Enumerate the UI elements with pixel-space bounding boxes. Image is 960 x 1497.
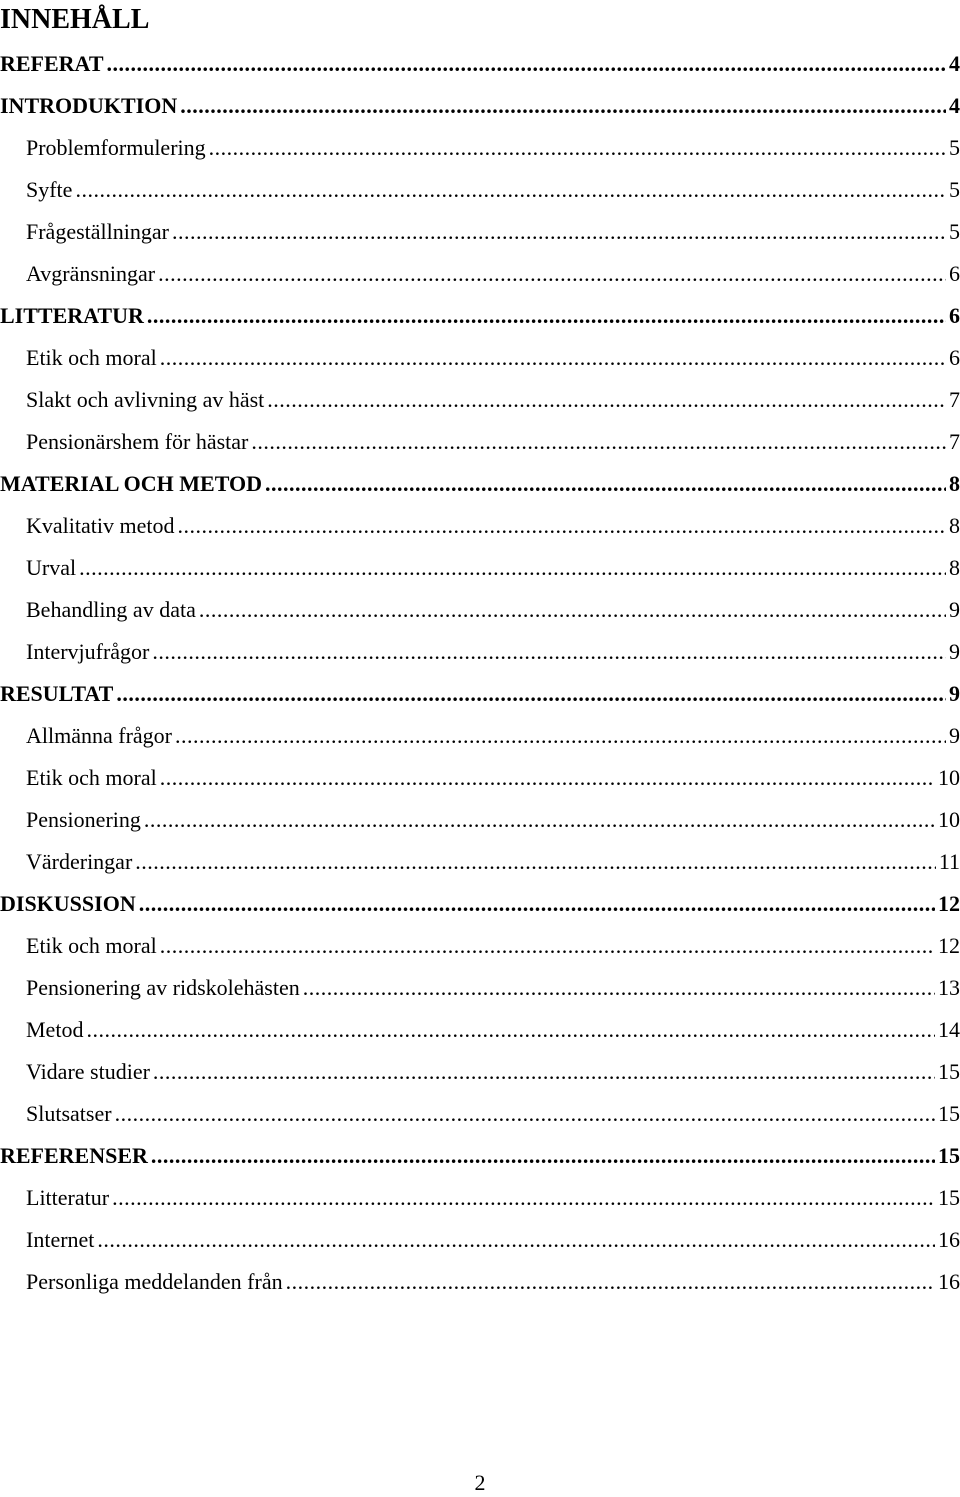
toc-entry-label: Avgränsningar (26, 261, 156, 286)
toc-entry-page: 4 (949, 51, 960, 76)
toc-entry-label: INTRODUKTION (0, 93, 178, 118)
toc-subsection-entry[interactable] (0, 127, 960, 169)
toc-entry-page: 15 (938, 1185, 960, 1210)
toc-entry-label: Metod (26, 1017, 84, 1042)
toc-entry-page: 7 (949, 387, 960, 412)
toc-dot-leader (79, 547, 946, 589)
toc-dot-leader (265, 463, 946, 505)
toc-section-entry[interactable] (0, 883, 960, 925)
toc-subsection-entry[interactable] (0, 631, 960, 673)
toc-dot-leader (158, 253, 946, 295)
toc-entry-page: 10 (938, 807, 960, 832)
toc-entry-label: Behandling av data (26, 597, 196, 622)
toc-entry-label: Pensionärshem för hästar (26, 429, 249, 454)
toc-section-entry[interactable] (0, 43, 960, 85)
toc-entry-page: 5 (949, 177, 960, 202)
toc-entry-label: REFERAT (0, 51, 104, 76)
toc-section-entry[interactable] (0, 295, 960, 337)
toc-entry-label: Pensionering (26, 807, 141, 832)
toc-dot-leader (107, 43, 947, 85)
toc-entry-label: RESULTAT (0, 681, 114, 706)
toc-dot-leader (175, 715, 946, 757)
toc-entry-label: Urval (26, 555, 77, 580)
toc-subsection-entry[interactable] (0, 589, 960, 631)
toc-entry-page: 13 (938, 975, 960, 1000)
toc-subsection-entry[interactable] (0, 421, 960, 463)
toc-dot-leader (251, 421, 946, 463)
toc-entry-label: Internet (26, 1227, 95, 1252)
toc-section-entry[interactable] (0, 85, 960, 127)
toc-subsection-entry[interactable] (0, 505, 960, 547)
toc-dot-leader (267, 379, 946, 421)
toc-entry-page: 7 (949, 429, 960, 454)
toc-entry-page: 15 (938, 1143, 960, 1168)
toc-entry-page: 16 (938, 1227, 960, 1252)
toc-entry-label: Värderingar (26, 849, 133, 874)
toc-entry-label: Intervjufrågor (26, 639, 150, 664)
toc-entry-page: 11 (938, 849, 960, 874)
toc-dot-leader (180, 85, 946, 127)
toc-entry-page: 5 (949, 219, 960, 244)
toc-dot-leader (172, 211, 946, 253)
toc-entry-page: 6 (949, 261, 960, 286)
toc-dot-leader (86, 1009, 935, 1051)
toc-dot-leader (151, 1135, 935, 1177)
toc-dot-leader (112, 1177, 935, 1219)
toc-entry-label: Etik och moral (26, 933, 157, 958)
toc-section-entry[interactable] (0, 673, 960, 715)
table-of-contents (0, 43, 960, 1303)
toc-dot-leader (75, 169, 946, 211)
toc-subsection-entry[interactable] (0, 337, 960, 379)
toc-subsection-entry[interactable] (0, 169, 960, 211)
toc-subsection-entry[interactable] (0, 925, 960, 967)
toc-dot-leader (160, 925, 935, 967)
toc-subsection-entry[interactable] (0, 967, 960, 1009)
page-number: 2 (474, 1470, 486, 1495)
toc-dot-leader (152, 631, 946, 673)
toc-entry-page: 9 (949, 597, 960, 622)
toc-entry-page: 15 (938, 1101, 960, 1126)
toc-entry-page: 4 (949, 93, 960, 118)
toc-entry-label: MATERIAL OCH METOD (0, 471, 262, 496)
toc-entry-label: Personliga meddelanden från (26, 1269, 283, 1294)
toc-dot-leader (199, 589, 946, 631)
toc-entry-label: Allmänna frågor (26, 723, 172, 748)
toc-entry-label: Litteratur (26, 1185, 110, 1210)
toc-heading: INNEHÅLL (0, 4, 150, 35)
toc-entry-label: REFERENSER (0, 1143, 148, 1168)
toc-dot-leader (209, 127, 946, 169)
toc-dot-leader (116, 673, 946, 715)
toc-entry-label: Etik och moral (26, 765, 157, 790)
toc-dot-leader (303, 967, 935, 1009)
toc-entry-page: 9 (949, 681, 960, 706)
toc-subsection-entry[interactable] (0, 253, 960, 295)
toc-entry-page: 8 (949, 471, 960, 496)
toc-subsection-entry[interactable] (0, 1051, 960, 1093)
toc-subsection-entry[interactable] (0, 1009, 960, 1051)
toc-entry-label: Problemformulering (26, 135, 206, 160)
toc-subsection-entry[interactable] (0, 841, 960, 883)
toc-entry-page: 6 (949, 345, 960, 370)
toc-entry-page: 12 (938, 933, 960, 958)
toc-dot-leader (147, 295, 946, 337)
toc-dot-leader (139, 883, 935, 925)
toc-entry-page: 9 (949, 723, 960, 748)
toc-entry-page: 16 (938, 1269, 960, 1294)
toc-subsection-entry[interactable] (0, 379, 960, 421)
toc-entry-label: Slakt och avlivning av häst (26, 387, 265, 412)
toc-entry-label: Slutsatser (26, 1101, 112, 1126)
toc-dot-leader (153, 1051, 935, 1093)
toc-entry-page: 12 (938, 891, 960, 916)
toc-entry-label: Etik och moral (26, 345, 157, 370)
toc-entry-page: 8 (949, 513, 960, 538)
toc-subsection-entry[interactable] (0, 1093, 960, 1135)
toc-subsection-entry[interactable] (0, 547, 960, 589)
toc-dot-leader (144, 799, 935, 841)
toc-entry-label: Kvalitativ metod (26, 513, 175, 538)
toc-dot-leader (115, 1093, 935, 1135)
toc-entry-page: 9 (949, 639, 960, 664)
toc-dot-leader (286, 1261, 935, 1303)
toc-section-entry[interactable] (0, 463, 960, 505)
toc-entry-label: LITTERATUR (0, 303, 144, 328)
toc-subsection-entry[interactable] (0, 757, 960, 799)
toc-subsection-entry[interactable] (0, 211, 960, 253)
toc-subsection-entry[interactable] (0, 1177, 960, 1219)
toc-subsection-entry[interactable] (0, 799, 960, 841)
toc-subsection-entry[interactable] (0, 715, 960, 757)
toc-subsection-entry[interactable] (0, 1219, 960, 1261)
toc-entry-page: 8 (949, 555, 960, 580)
toc-dot-leader (177, 505, 946, 547)
toc-entry-label: Pensionering av ridskolehästen (26, 975, 300, 1000)
toc-dot-leader (97, 1219, 935, 1261)
toc-section-entry[interactable] (0, 1135, 960, 1177)
toc-entry-page: 5 (949, 135, 960, 160)
toc-subsection-entry[interactable] (0, 1261, 960, 1303)
toc-entry-page: 14 (938, 1017, 960, 1042)
toc-dot-leader (135, 841, 936, 883)
toc-entry-label: Syfte (26, 177, 73, 202)
toc-entry-page: 10 (938, 765, 960, 790)
toc-entry-label: Frågeställningar (26, 219, 169, 244)
toc-entry-label: Vidare studier (26, 1059, 150, 1084)
toc-dot-leader (160, 757, 935, 799)
toc-entry-label: DISKUSSION (0, 891, 136, 916)
toc-entry-page: 15 (938, 1059, 960, 1084)
toc-dot-leader (160, 337, 946, 379)
toc-entry-page: 6 (949, 303, 960, 328)
